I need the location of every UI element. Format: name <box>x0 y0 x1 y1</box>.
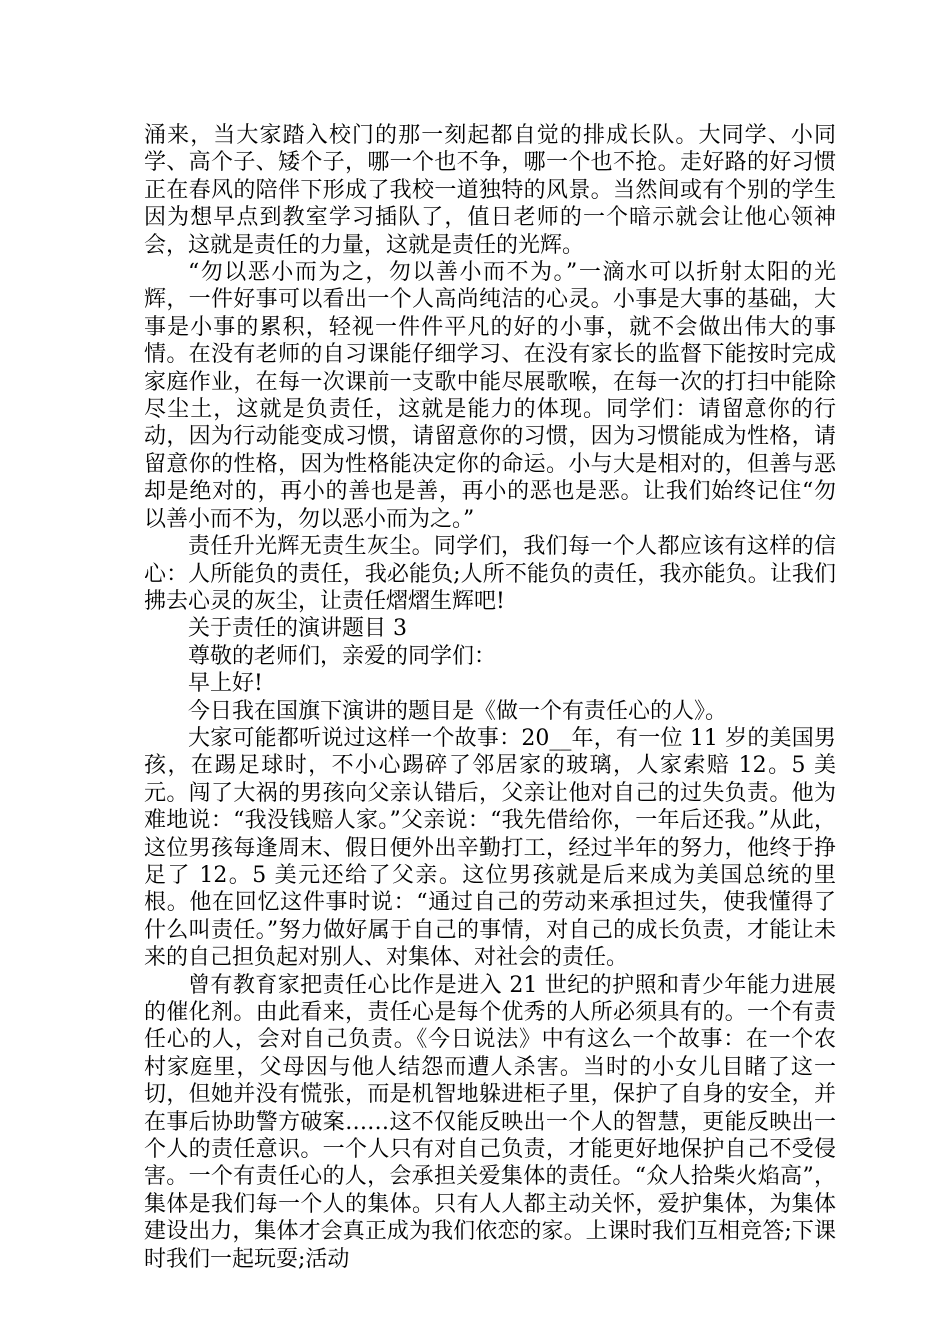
speech-topic: 今日我在国旗下演讲的题目是《做一个有责任心的人》。 <box>188 698 728 724</box>
speech-title-3: 关于责任的演讲题目 3 <box>188 616 407 642</box>
paragraph-reagan-story: 大家可能都听说过这样一个故事：20__年，有一位 11 岁的美国男孩，在踢足球时，不小心踢碎了邻居家的玻璃，人家索赔 12。5 美元。闯了大祸的男孩向父亲认错后，父亲让他对自己的过失负责。他为难地说：“我没钱赔人家。”父亲说：“我先借给你，一年后还我。”从此，这位男孩每逢周末、假日便外出辛勤打工，经过半年的努力，他终于挣足了 12。5 美元还给了父亲。这位男孩就是后来成为美国总统的里根。他在回忆这件事时说：“通过自己的劳动来承担过失，使我懂得了什么叫责任。”努力做好属于自己的事情，对自己的成长负责，才能让未来的自己担负起对别人、对集体、对社会的责任。 <box>144 725 836 971</box>
paragraph-educator-quote: 曾有教育家把责任心比作是进入 21 世纪的护照和青少年能力进展的催化剂。由此看来，责任心是每个优秀的人所必须具有的。一个有责任心的人，会对自己负责。《今日说法》中有这么一个故事：在一个农村家庭里，父母因与他人结怨而遭人杀害。当时的小女儿目睹了这一切，但她并没有慌张，而是机智地躲进柜子里，保护了自身的安全，并在事后协助警方破案……这不仅能反映出一个人的智慧，更能反映出一个人的责任意识。一个人只有对自己负责，才能更好地保护自己不受侵害。一个有责任心的人，会承担关爱集体的责任。“众人拾柴火焰高”，集体是我们每一个人的集体。只有人人都主动关怀，爱护集体，为集体建设出力，集体才会真正成为我们依恋的家。上课时我们互相竞答;下课时我们一起玩耍;活动 <box>144 972 836 1272</box>
salutation: 尊敬的老师们，亲爱的同学们： <box>188 643 497 669</box>
paragraph-small-deeds: “勿以恶小而为之，勿以善小而不为。”一滴水可以折射太阳的光辉，一件好事可以看出一个人高尚纯洁的心灵。小事是大事的基础，大事是小事的累积，轻视一件件平凡的好的小事，就不会做出伟大的事情。在没有老师的自习课能仔细学习、在没有家长的监督下能按时完成家庭作业，在每一次课前一支歌中能尽展歌喉，在每一次的打扫中能除尽尘土，这就是负责任，这就是能力的体现。同学们：请留意你的行动，因为行动能变成习惯，请留意你的习惯，因为习惯能成为性格，请留意你的性格，因为性格能决定你的命运。小与大是相对的，但善与恶却是绝对的，再小的善也是善，再小的恶也是恶。让我们始终记住“勿以善小而不为，勿以恶小而为之。” <box>144 260 836 532</box>
greeting: 早上好! <box>188 671 263 697</box>
paragraph-responsibility-shines: 责任升光辉无责生灰尘。同学们，我们每一个人都应该有这样的信心：人所能负的责任，我必能负;人所不能负的责任，我亦能负。让我们拂去心灵的灰尘，让责任熠熠生辉吧! <box>144 534 836 614</box>
paragraph-queue-habit: 涌来，当大家踏入校门的那一刻起都自觉的排成长队。大同学、小同学、高个子、矮个子，哪一个也不争，哪一个也不抢。走好路的好习惯正在春风的陪伴下形成了我校一道独特的风景。当然间或有个别的学生因为想早点到教室学习插队了，值日老师的一个暗示就会让他心领神会，这就是责任的力量，这就是责任的光辉。 <box>144 123 836 258</box>
document-body <box>144 122 836 1273</box>
